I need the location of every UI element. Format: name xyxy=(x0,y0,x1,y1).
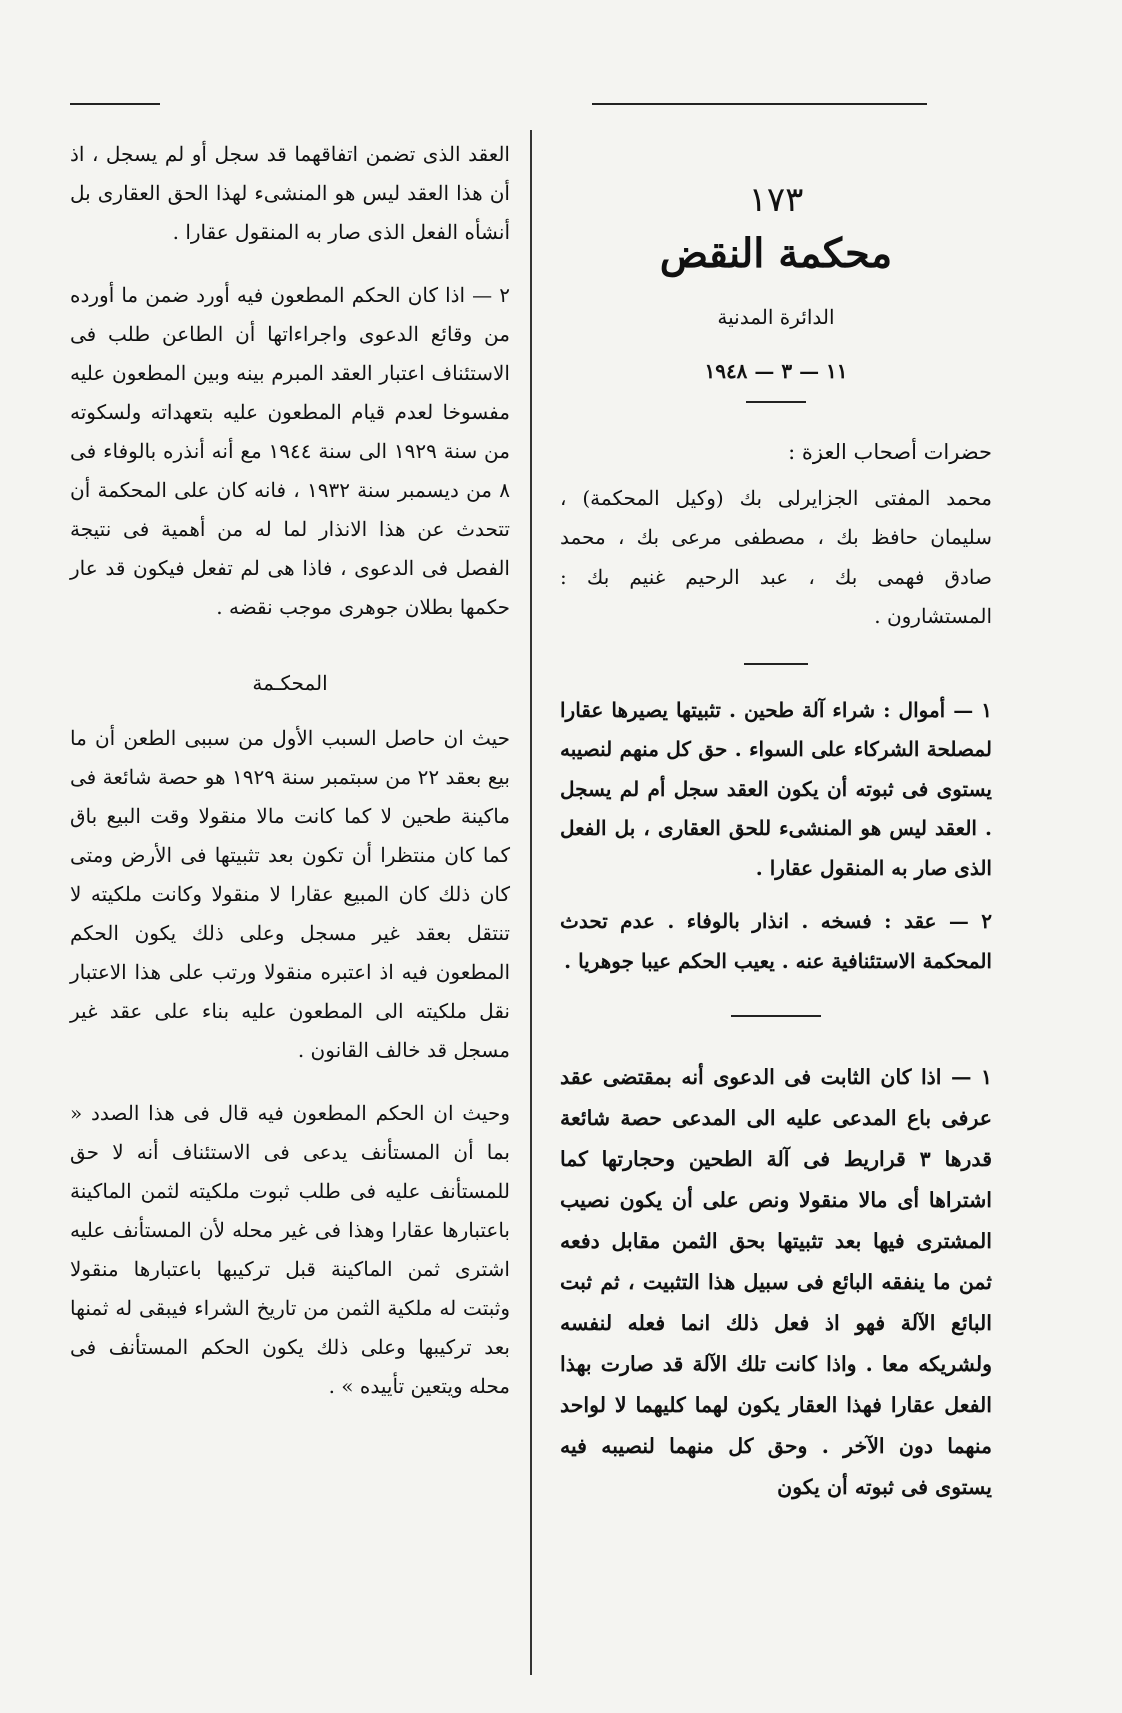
header-divider xyxy=(746,401,806,403)
summary-divider xyxy=(731,1015,821,1017)
case-number: ١٧٣ xyxy=(748,180,804,220)
judges-list: محمد المفتى الجزايرلى بك (وكيل المحكمة) ، سليمان حافظ بك ، مصطفى مرعى بك ، محمد صادق فهمى بك ، عبد الرحيم غنيم بك : المستشارون . xyxy=(560,485,992,628)
column-divider xyxy=(530,130,532,1675)
summary-point-1: ١ — أموال : شراء آلة طحين . تثبيتها يصيرها عقارا لمصلحة الشركاء على السواء . حق كل منهم لنصيبه يستوى فى ثبوته أن يكون العقد سجل أم لم يسجل . العقد ليس هو المنشىء للحق العقارى ، بل الفعل الذى صار به المنقول عقارا . xyxy=(560,697,992,880)
reasoning-paragraph-2: وحيث ان الحكم المطعون فيه قال فى هذا الصدد « بما أن المستأنف يدعى فى الاستئناف أنه لا حق للمستأنف عليه فى طلب ثبوت ملكيته لثمن الماكينة باعتبارها عقارا وهذا فى غير محله لأن المستأنف عليه اشترى ثمن الماكينة قبل تركيبها باعتبارها منقولا وثبتت له ملكية الثمن من تاريخ الشراء فيبقى له ثمنها بعد تركيبها وعلى ذلك يكون الحكم المستأنف فى محله ويتعين تأييده » . xyxy=(70,1101,510,1398)
left-column xyxy=(70,135,510,1406)
principle-2-text: ٢ — اذا كان الحكم المطعون فيه أورد ضمن ما أورده من وقائع الدعوى واجراءاتها أن الطاعن طلب فى الاستئناف اعتبار العقد المبرم بينه وبين المطعون عليه مفسوخا لعدم قيام المطعون عليه بتعهداته ولسكوته من سنة ١٩٢٩ الى سنة ١٩٤٤ مع أنه أنذره بالوفاء فى ٨ من ديسمبر سنة ١٩٣٢ ، فانه كان على المحكمة أن تتحدث عن هذا الانذار لما له من أهمية فى نتيجة الفصل فى الدعوى ، فاذا هى لم تفعل فيكون قد عار حكمها بطلان جوهرى موجب نقضه . xyxy=(70,283,510,619)
circuit-name: الدائرة المدنية xyxy=(717,305,835,329)
court-section-heading: المحكـمة xyxy=(252,671,328,695)
summary-point-2: ٢ — عقد : فسخه . انذار بالوفاء . عدم تحدث المحكمة الاستئنافية عنه . يعيب الحكم عيبا جوهريا . xyxy=(560,909,992,973)
court-name: محكمة النقض xyxy=(659,230,893,277)
session-date: ١١ — ٣ — ١٩٤٨ xyxy=(704,359,848,383)
judges-intro: حضرات أصحاب العزة : xyxy=(788,440,992,464)
top-rule-left xyxy=(70,103,160,105)
principle-1-text: ١ — اذا كان الثابت فى الدعوى أنه بمقتضى عقد عرفى باع المدعى عليه الى المدعى حصة شائعة قدرها ٣ قراريط فى آلة الطحين وحجارتها كما اشتراها أى مالا منقولا ونص على أن يكون نصيب المشترى فيها بعد تثبيتها بحق الثمن مقابل دفعه ثمن ما ينفقه البائع فى سبيل هذا التثبيت ، ثم ثبت البائع الآلة فهو اذ فعل ذلك انما فعله لنفسه ولشريكه معا . واذا كانت تلك الآلة قد صارت بهذا الفعل عقارا فهذا العقار يكون لهما كليهما لا لواحد منهما دون الآخر . وحق كل منهما لنصيبه فيه يستوى فى ثبوته أن يكون xyxy=(560,1065,992,1499)
principle-1-continuation: العقد الذى تضمن اتفاقهما قد سجل أو لم يسجل ، اذ أن هذا العقد ليس هو المنشىء لهذا الحق العقارى بل أنشأه الفعل الذى صار به المنقول عقارا . xyxy=(70,142,510,244)
judges-divider xyxy=(744,663,808,665)
reasoning-paragraph-1: حيث ان حاصل السبب الأول من سببى الطعن أن ما بيع بعقد ٢٢ من سبتمبر سنة ١٩٢٩ هو حصة شائعة فى ماكينة طحين لا كما كانت مالا منقولا وقت البيع باق كما كان منتظرا أن تكون بعد تثبيتها فى الأرض ومتى كان ذلك كان المبيع عقارا لا منقولا وكانت ملكيته لا تنتقل بعقد غير مسجل وعلى ذلك يكون الحكم المطعون فيه اذ اعتبره منقولا ورتب على هذا الاعتبار نقل ملكيته الى المطعون عليه بناء على عقد غير مسجل قد خالف القانون . xyxy=(70,726,510,1062)
right-column xyxy=(560,150,992,1508)
top-rule-right xyxy=(592,103,927,105)
